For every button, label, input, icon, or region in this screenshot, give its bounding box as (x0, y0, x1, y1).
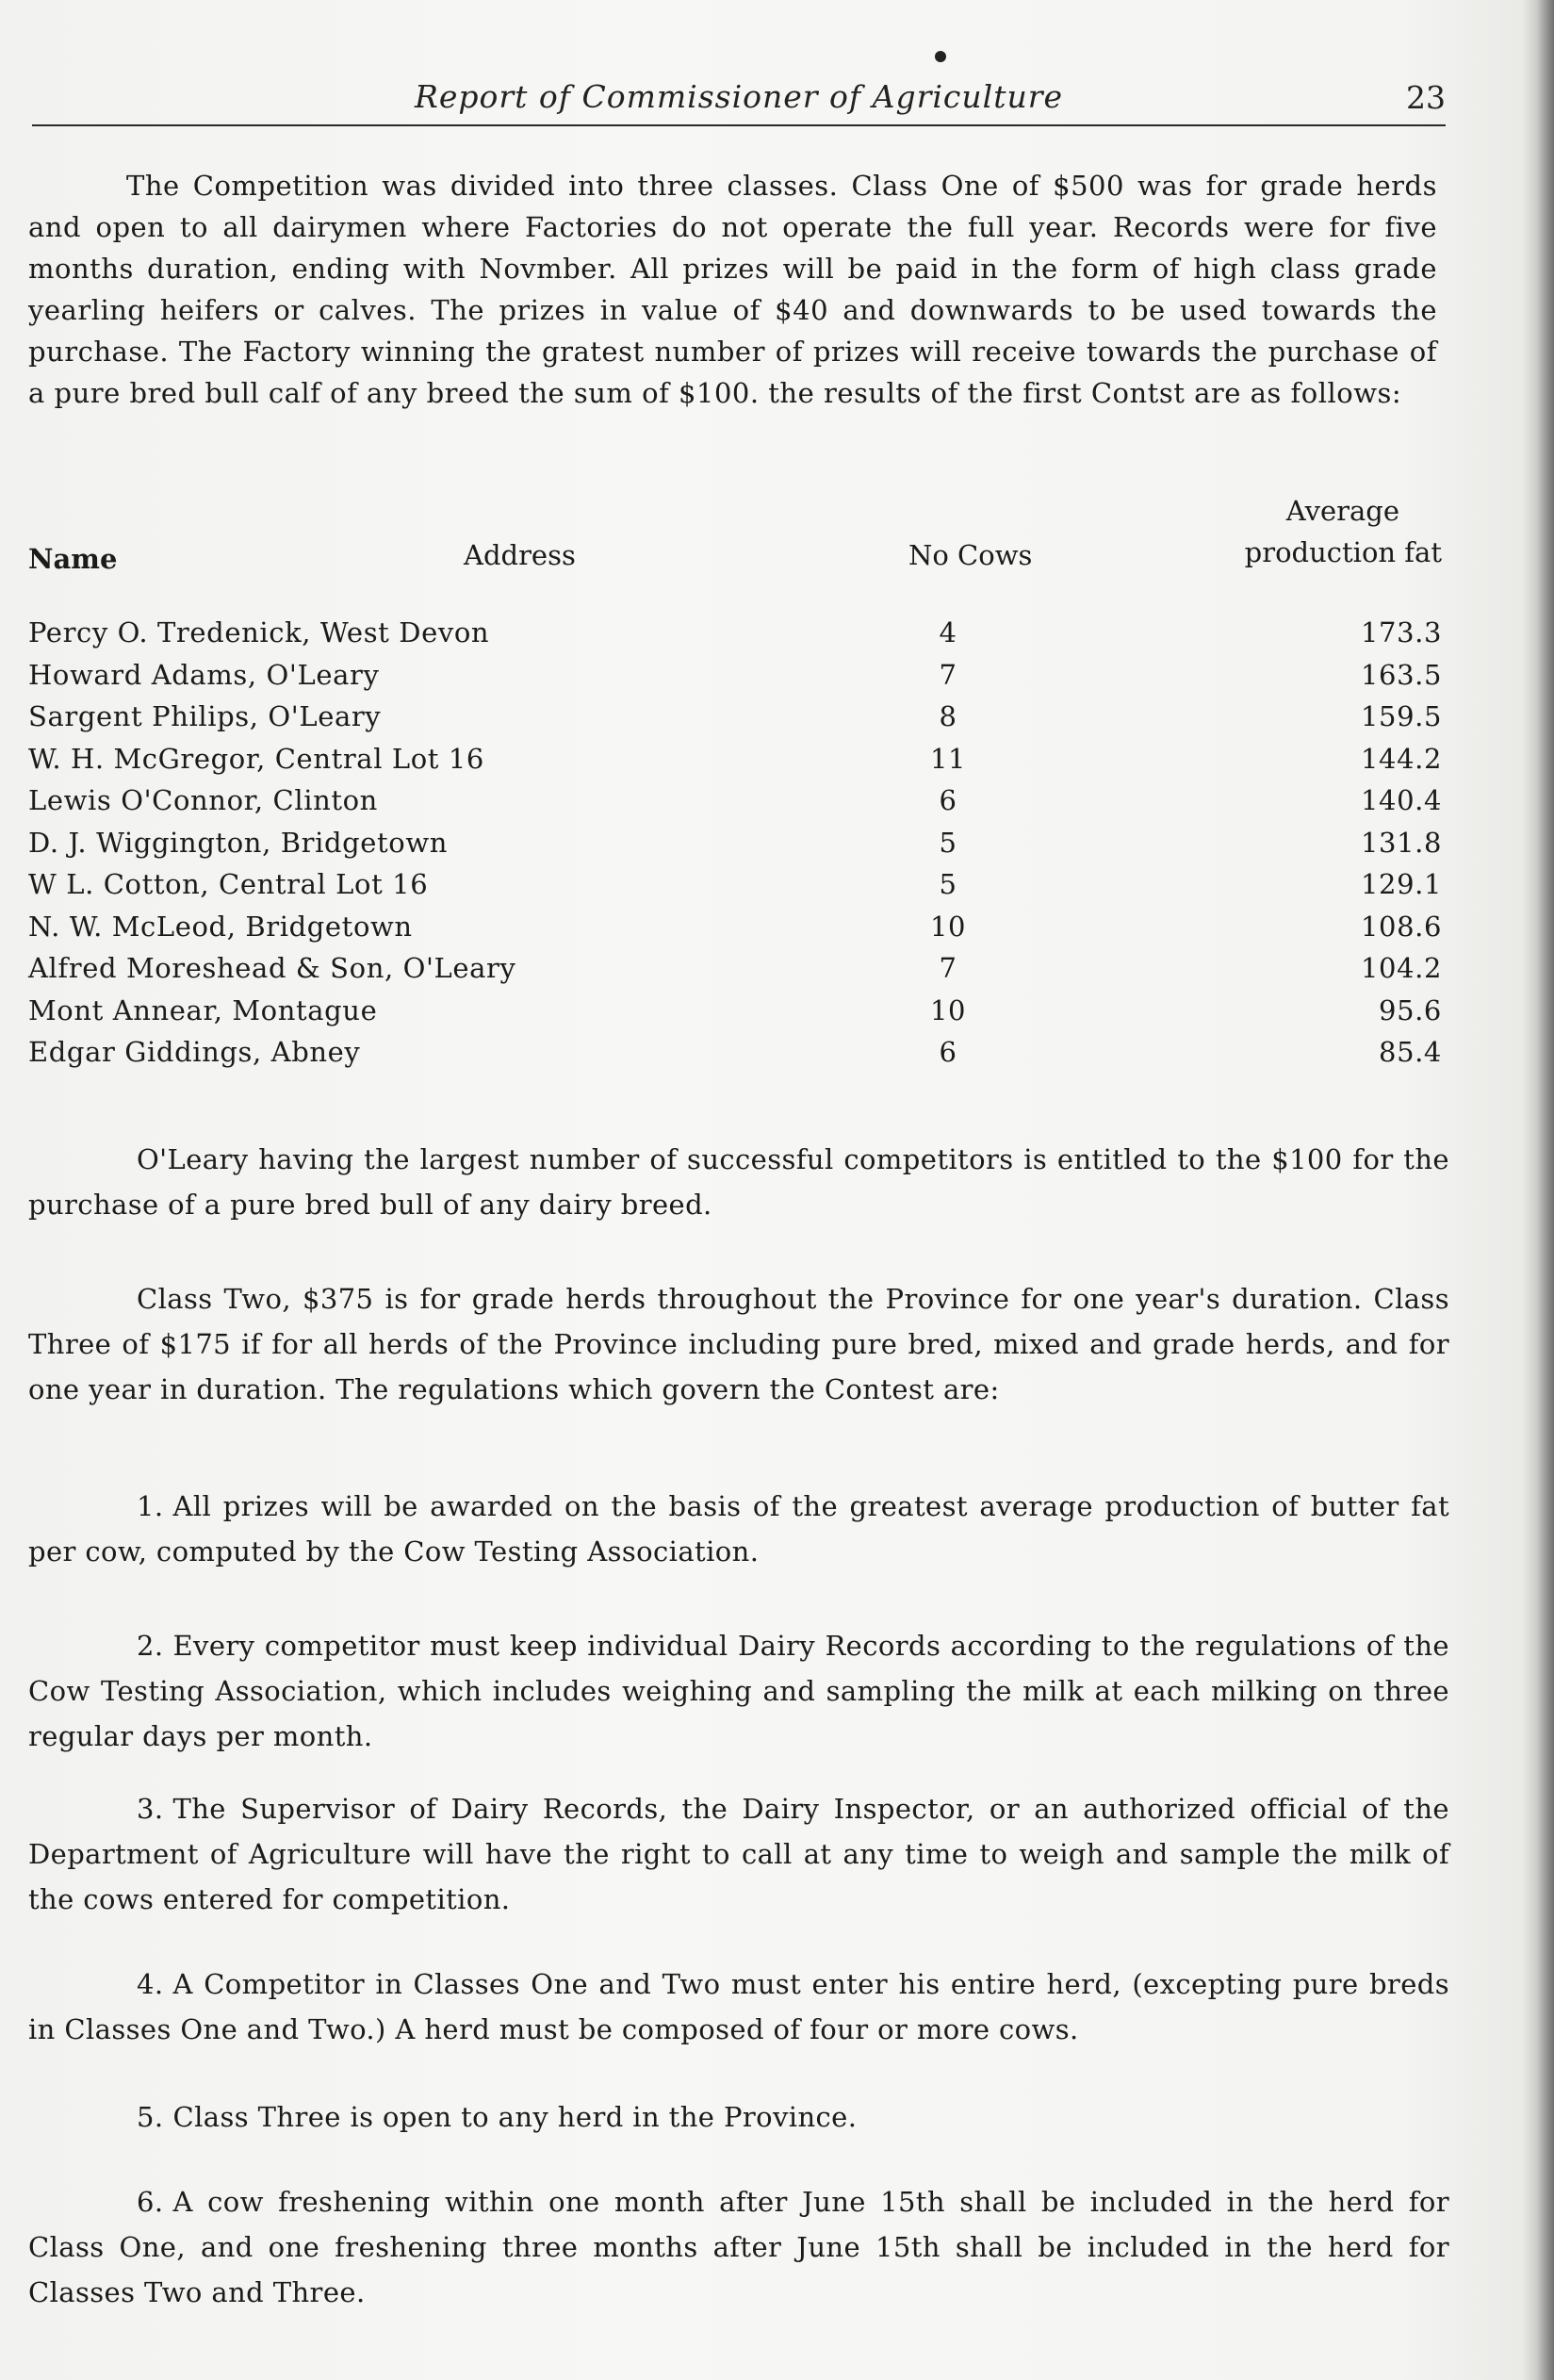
competitor-name-address: Percy O. Tredenick, West Devon (28, 616, 490, 648)
table-row (28, 868, 1442, 911)
average-fat: 129.1 (1360, 868, 1442, 900)
average-fat: 163.5 (1360, 658, 1442, 691)
rule-number: 2. (137, 1630, 164, 1662)
rule-number: 5. (137, 2101, 164, 2133)
cow-count: 10 (929, 910, 967, 943)
rule-2 (28, 1623, 1449, 1759)
cow-count: 11 (929, 742, 967, 775)
table-row (28, 994, 1442, 1037)
table-row (28, 784, 1442, 827)
cow-count: 6 (939, 784, 957, 816)
competitor-name-address: Alfred Moreshead & Son, O'Leary (28, 952, 516, 984)
column-header-name: Name (28, 543, 118, 575)
oleary-paragraph: O'Leary having the largest number of successful competitors is entitled to the $100 for the purchase of a pure bred bull of any dairy breed. (28, 1143, 1449, 1221)
rule-text: A Competitor in Classes One and Two must enter his entire herd, (excepting pure breds in Classes One and Two.) A herd must be composed of four or more cows. (28, 1968, 1449, 2045)
average-fat: 144.2 (1360, 742, 1442, 775)
table-row (28, 911, 1442, 953)
average-fat: 108.6 (1360, 910, 1442, 943)
average-fat: 131.8 (1360, 826, 1442, 859)
rule-1 (28, 1484, 1449, 1574)
table-row (28, 1036, 1442, 1078)
rule-number: 1. (137, 1490, 164, 1522)
cow-count: 10 (929, 993, 967, 1026)
competitor-name-address: Howard Adams, O'Leary (28, 658, 380, 691)
results-table-body (28, 616, 1442, 1078)
header-title: Report of Commissioner of Agriculture (414, 78, 1064, 115)
page-number: 23 (1406, 79, 1446, 116)
average-fat: 159.5 (1360, 700, 1442, 732)
competitor-name-address: Sargent Philips, O'Leary (28, 700, 382, 732)
cow-count: 7 (939, 658, 957, 691)
rule-text: The Supervisor of Dairy Records, the Dairy Inspector, or an authorized official of the Department of Agriculture will have the right to call at any time to weigh and sample the milk of the cows entered for competition. (28, 1793, 1449, 1915)
intro-paragraph: The Competition was divided into three classes. Class One of $500 was for grade herds and open to all dairymen where Factories do not operate the full year. Records were for five months duration, ending with Novmber. All prizes will be paid in the form of high class grade yearling heifers or calves. The prizes in value of $40 and downwards to be used towards the purchase. The Factory winning the gratest number of prizes will receive towards the purchase of a pure bred bull calf of any breed the sum of $100. the results of the first Contst are as follows: (28, 170, 1437, 409)
rule-3 (28, 1786, 1449, 1922)
cow-count: 7 (939, 952, 957, 984)
average-fat: 95.6 (1379, 993, 1442, 1026)
competitor-name-address: Lewis O'Connor, Clinton (28, 784, 378, 816)
cow-count: 4 (939, 616, 957, 648)
competitor-name-address: Edgar Giddings, Abney (28, 1036, 361, 1068)
table-row (28, 952, 1442, 994)
average-fat: 140.4 (1360, 784, 1442, 816)
competitor-name-address: W L. Cotton, Central Lot 16 (28, 868, 429, 900)
rule-5 (28, 2094, 1449, 2140)
rule-number: 4. (137, 1968, 164, 2000)
column-header-cows: No Cows (908, 539, 1033, 571)
rule-text: All prizes will be awarded on the basis of the greatest average production of butter fat per cow, computed by the Cow Testing Association. (28, 1490, 1449, 1568)
column-header-average-line1: Average (1285, 495, 1399, 527)
average-fat: 104.2 (1360, 952, 1442, 984)
competitor-name-address: Mont Annear, Montague (28, 993, 378, 1026)
average-fat: 85.4 (1379, 1036, 1442, 1068)
competitor-name-address: N. W. McLeod, Bridgetown (28, 910, 413, 943)
table-row (28, 827, 1442, 869)
column-header-average-line2: production fat (1244, 536, 1442, 568)
average-fat: 173.3 (1360, 616, 1442, 648)
table-row (28, 659, 1442, 701)
cow-count: 5 (939, 868, 957, 900)
rule-number: 3. (137, 1793, 164, 1825)
rule-number: 6. (137, 2186, 164, 2218)
competitor-name-address: D. J. Wiggington, Bridgetown (28, 826, 449, 859)
cow-count: 8 (939, 700, 957, 732)
ink-mark (935, 51, 946, 62)
class-two-three-paragraph: Class Two, $375 is for grade herds throughout the Province for one year's duration. Class Three of $175 if for all herds of the Province including pure bred, mixed and grade herds, and for one year in duration. The regulations which govern the Contest are: (28, 1283, 1449, 1405)
competitor-name-address: W. H. McGregor, Central Lot 16 (28, 742, 484, 775)
rule-4 (28, 1961, 1449, 2052)
table-row (28, 616, 1442, 659)
rule-6 (28, 2179, 1449, 2315)
table-row (28, 743, 1442, 785)
rule-text: A cow freshening within one month after June 15th shall be included in the herd for Class One, and one freshening three months after June 15th shall be included in the herd for Classes Two and Three. (28, 2186, 1449, 2308)
table-row (28, 700, 1442, 743)
rule-text: Class Three is open to any herd in the Province. (172, 2101, 858, 2133)
rule-text: Every competitor must keep individual Dairy Records according to the regulations of the Cow Testing Association, which includes weighing and sampling the milk at each milking on three regular days per month. (28, 1630, 1449, 1752)
page-edge-shadow (1522, 0, 1554, 2380)
cow-count: 5 (939, 826, 957, 859)
running-header (32, 74, 1446, 126)
column-header-address: Address (464, 539, 576, 571)
cow-count: 6 (939, 1036, 957, 1068)
column-header-average-production (1159, 490, 1442, 573)
results-table-header (28, 490, 1442, 580)
